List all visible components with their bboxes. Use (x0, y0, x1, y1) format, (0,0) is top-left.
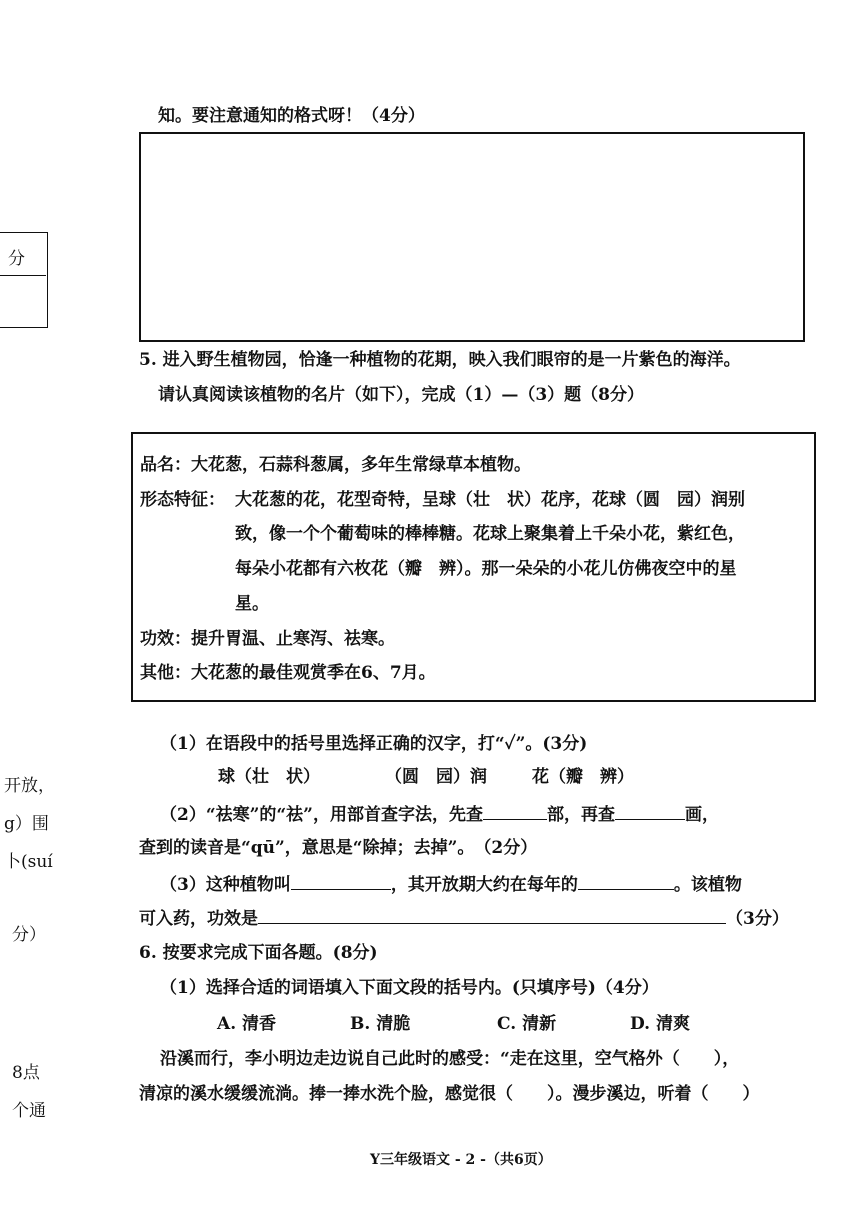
q5-3-line1 (160, 873, 742, 895)
score-box (0, 232, 48, 328)
plant-name-blank[interactable] (291, 873, 391, 890)
question-6-title: 6. 按要求完成下面各题。(8分) (139, 943, 378, 963)
effect-blank[interactable] (258, 907, 726, 924)
radical-blank[interactable] (483, 803, 547, 820)
card-form-line: 星。 (235, 594, 269, 614)
q5-3-score: （3分） (726, 909, 789, 929)
q5-2-line2: 查到的读音是“qū”，意思是“除掉；去掉”。 （2分） (139, 838, 538, 858)
q5-2-text-c: 画， (684, 805, 719, 825)
margin-fragment: 分） (12, 925, 46, 945)
option-b: B. 清脆 (350, 1014, 411, 1034)
q6-paragraph-line1: 沿溪而行，李小明边走边说自己此时的感受：“走在这里，空气格外（ ）， (160, 1049, 740, 1069)
answer-box[interactable] (139, 132, 805, 342)
card-name-line: 品名：大花葱，石蒜科葱属，多年生常绿草本植物。 (140, 455, 531, 475)
margin-fragment: 开放， (4, 776, 55, 796)
option-d: D. 清爽 (630, 1014, 690, 1034)
q6-paragraph-line2: 清凉的溪水缓缓流淌。捧一捧水洗个脸，感觉很（ ）。漫步溪边，听着（ ） (139, 1084, 760, 1104)
card-form-line: 大花葱的花，花型奇特，呈球（壮 状）花序，花球（圆 园）润别 (235, 490, 745, 510)
card-other-line: 其他：大花葱的最佳观赏季在6、7月。 (140, 663, 436, 683)
q5-2-line1 (160, 803, 719, 825)
card-form-line: 每朵小花都有六枚花（瓣 辨）。那一朵朵的小花儿仿佛夜空中的星 (235, 559, 737, 579)
option-c: C. 清新 (497, 1014, 557, 1034)
margin-fragment: g）围 (4, 814, 49, 834)
q5-3-text-c: 。该植物 (673, 875, 742, 895)
card-effect-line: 功效：提升胃温、止寒泻、祛寒。 (140, 629, 395, 649)
q5-3-line2 (139, 907, 789, 929)
q5-3-text-a: （3）这种植物叫 (160, 875, 291, 895)
question-5-line2: 请认真阅读该植物的名片（如下），完成（1）—（3）题（8分） (158, 385, 644, 405)
card-form-line: 致，像一个个葡萄味的棒棒糖。花球上聚集着上千朵小花，紫红色， (235, 524, 745, 544)
question-4-tail: 知。要注意通知的格式呀！（4分） (158, 106, 425, 126)
card-form-label: 形态特征： (140, 490, 225, 510)
q5-1-choice[interactable]: 球（壮 状） (218, 767, 320, 787)
page-footer: Y三年级语文 - 2 -（共6页） (370, 1152, 552, 1168)
q5-2-text-b: 部，再查 (546, 805, 615, 825)
q5-3-text-b: ，其开放期大约在每年的 (390, 875, 578, 895)
q5-2-text-a: （2）“祛寒”的“祛”，用部首查字法，先查 (160, 805, 483, 825)
margin-fragment: 卜(suí (4, 852, 53, 872)
q5-1-choice[interactable]: 花（瓣 辨） (532, 767, 634, 787)
q5-3-text-d: 可入药，功效是 (139, 909, 258, 929)
bloom-period-blank[interactable] (578, 873, 674, 890)
q5-1-choice[interactable]: （圆 园）润 (385, 767, 487, 787)
margin-fragment: 8点 (12, 1063, 40, 1083)
score-label: 分 (8, 249, 25, 269)
stroke-count-blank[interactable] (615, 803, 685, 820)
margin-fragment: 个通 (12, 1101, 46, 1121)
option-a: A. 清香 (217, 1014, 277, 1034)
q6-1-instruction: （1）选择合适的词语填入下面文段的括号内。(只填序号)（4分） (160, 978, 659, 998)
q5-1-instruction: （1）在语段中的括号里选择正确的汉字，打“✓”。(3分) (160, 734, 588, 754)
question-5-line1: 5. 进入野生植物园，恰逢一种植物的花期，映入我们眼帘的是一片紫色的海洋。 (139, 350, 741, 370)
